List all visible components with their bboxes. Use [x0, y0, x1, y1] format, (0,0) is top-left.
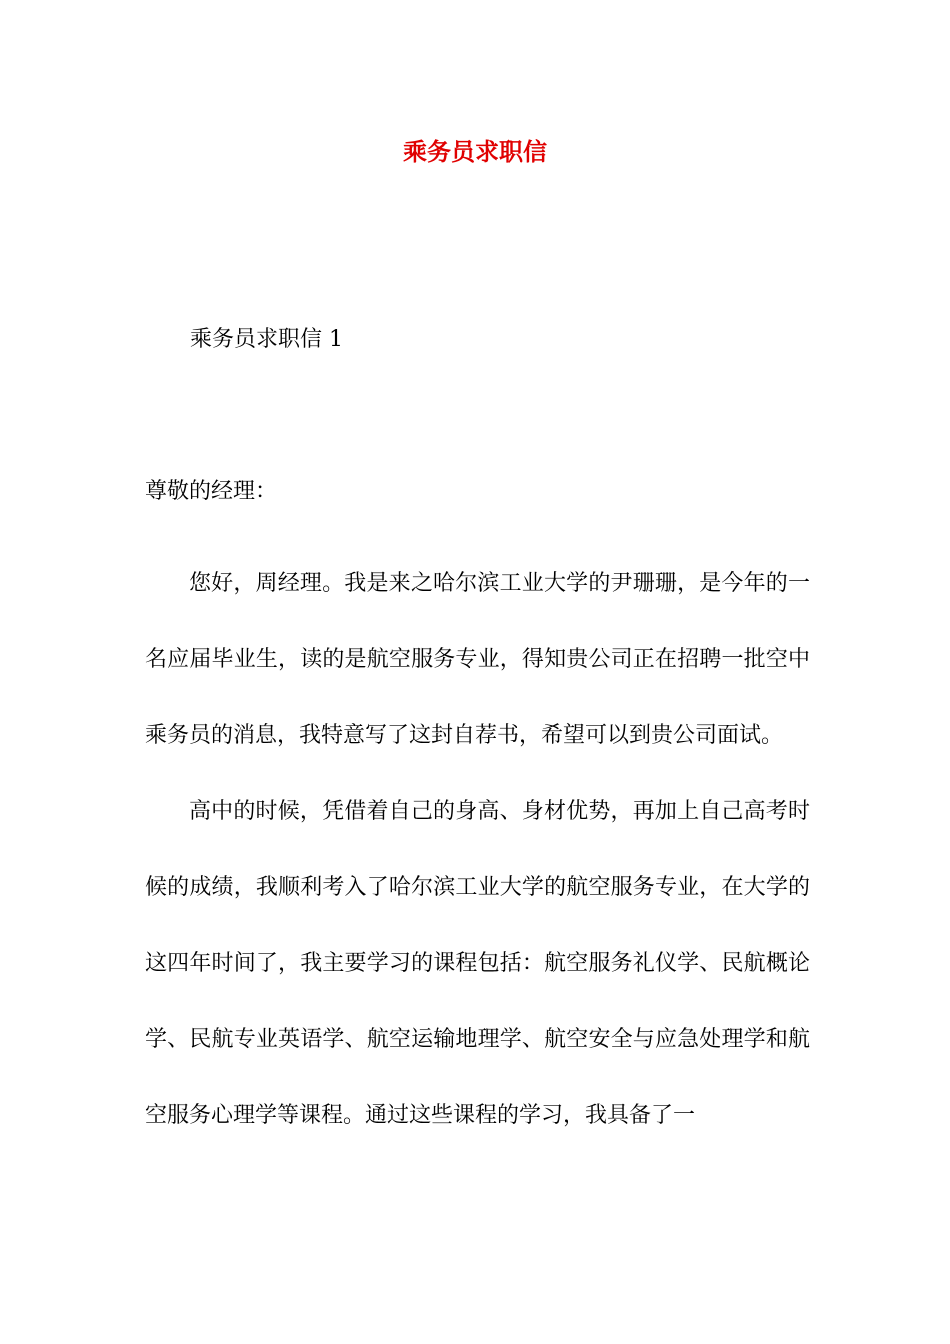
paragraph-2: 高中的时候，凭借着自己的身高、身材优势，再加上自己高考时候的成绩，我顺利考入了哈尔滨工业大学的航空服务专业，在大学的这四年时间了，我主要学习的课程包括：航空服务礼仪学、民航概论学、民航专业英语学、航空运输地理学、航空安全与应急处理学和航空服务心理学等课程。通过这些课程的学习，我具备了一: [145, 799, 810, 1128]
letter-body: [145, 546, 810, 1154]
document-title: 乘务员求职信: [403, 137, 547, 166]
section-heading: 乘务员求职信 1: [190, 327, 343, 352]
salutation: 尊敬的经理：: [145, 479, 278, 504]
paragraph-1: 您好，周经理。我是来之哈尔滨工业大学的尹珊珊，是今年的一名应届毕业生，读的是航空服务专业，得知贵公司正在招聘一批空中乘务员的消息，我特意写了这封自荐书，希望可以到贵公司面试。: [145, 571, 810, 748]
